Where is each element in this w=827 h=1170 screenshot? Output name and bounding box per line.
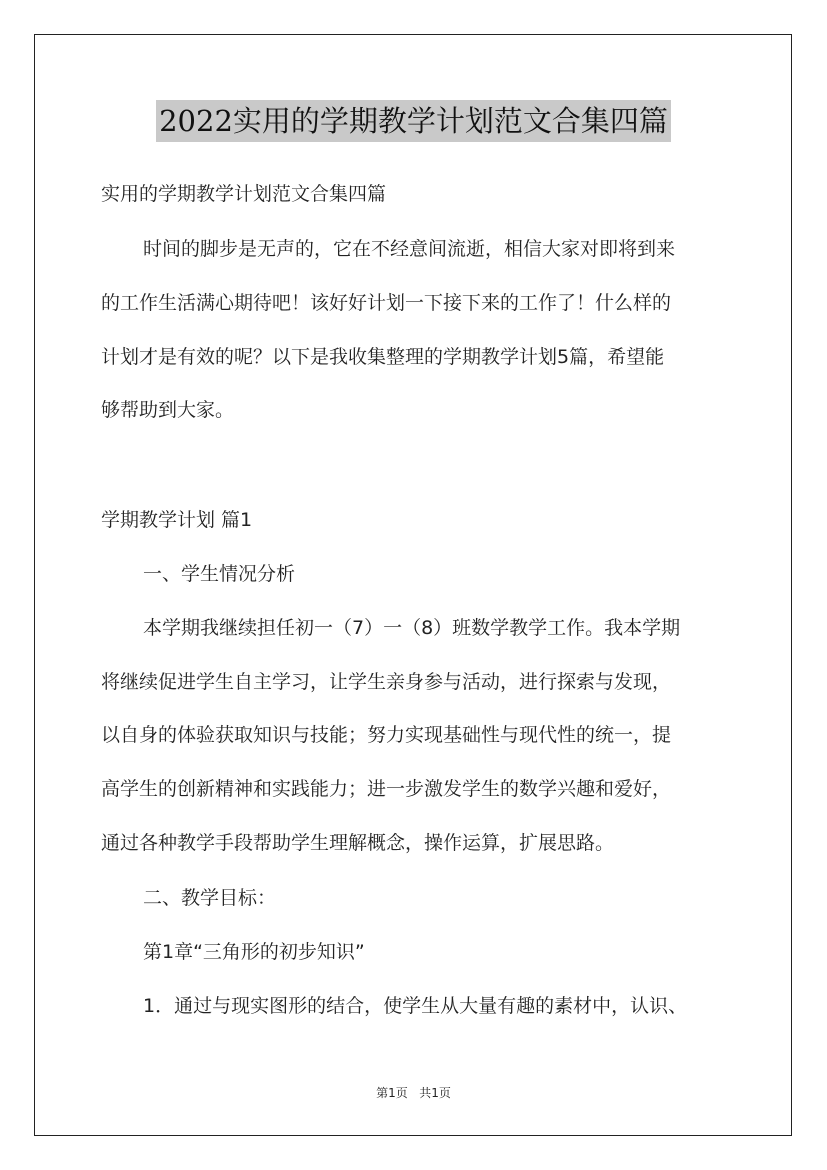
intro-line: 的工作生活满心期待吧！该好好计划一下接下来的工作了！什么样的 (101, 292, 672, 314)
document-subtitle: 实用的学期教学计划范文合集四篇 (101, 183, 387, 205)
body-line: 将继续促进学生自主学习，让学生亲身参与活动，进行探索与发现， (101, 671, 672, 693)
intro-line: 计划才是有效的呢？以下是我收集整理的学期教学计划5篇，希望能 (101, 346, 665, 368)
title-container (0, 100, 827, 142)
page-footer (0, 1084, 827, 1101)
part2-heading: 二、教学目标： (143, 887, 277, 909)
page-number: 第1页 (376, 1086, 408, 1100)
section-heading: 学期教学计划 篇1 (101, 509, 253, 531)
document-title: 2022实用的学期教学计划范文合集四篇 (156, 100, 671, 142)
body-line: 高学生的创新精神和实践能力；进一步激发学生的数学兴趣和爱好， (101, 778, 672, 800)
chapter-heading: 第1章“三角形的初步知识” (143, 941, 365, 963)
body-line: 通过各种教学手段帮助学生理解概念，操作运算，扩展思路。 (101, 832, 615, 854)
body-line: 以自身的体验获取知识与技能；努力实现基础性与现代性的统一，提 (101, 724, 672, 746)
body-line: 本学期我继续担任初一（7）一（8）班数学教学工作。我本学期 (143, 617, 681, 639)
intro-line: 够帮助到大家。 (101, 399, 235, 421)
page-total: 共1页 (419, 1086, 451, 1100)
item-line: 1．通过与现实图形的结合，使学生从大量有趣的素材中，认识、 (143, 995, 688, 1017)
intro-line: 时间的脚步是无声的，它在不经意间流逝，相信大家对即将到来 (143, 238, 676, 260)
part1-heading: 一、学生情况分析 (143, 563, 296, 585)
